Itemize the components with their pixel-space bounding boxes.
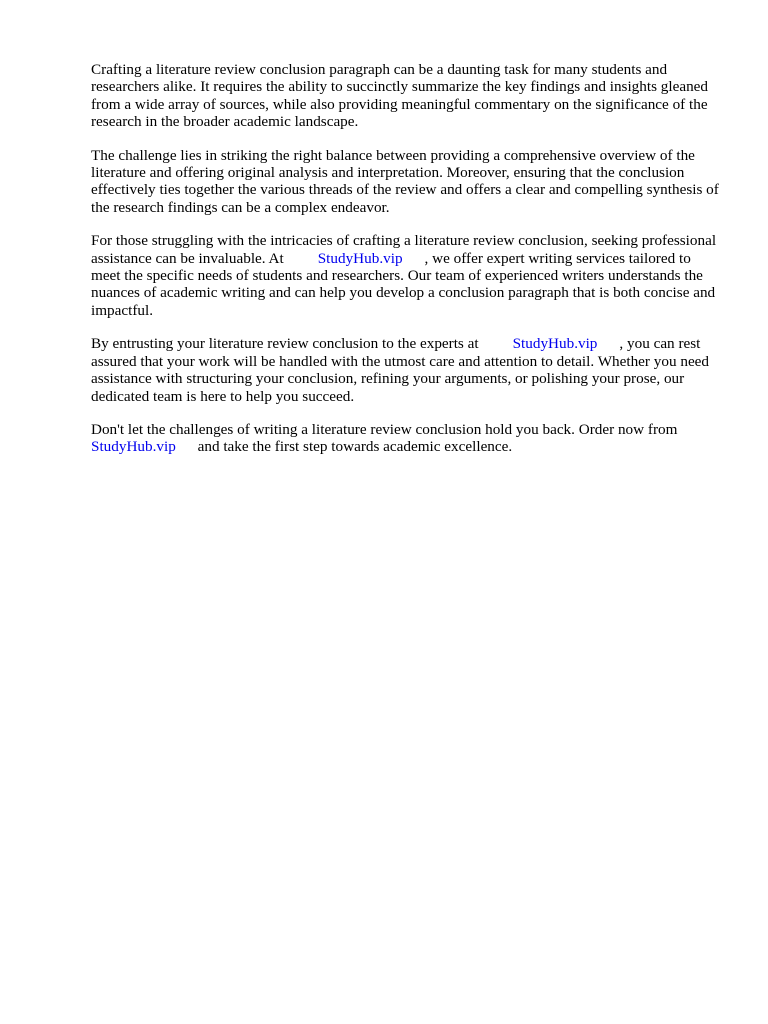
- document-body: [91, 61, 723, 472]
- paragraph-text-before: For those struggling with the intricacies of crafting a literature review conclusion, seeking professional assistance can be invaluable. At: [91, 232, 717, 267]
- paragraph-text: The challenge lies in striking the right balance between providing a comprehensive overview of the literature and offering original analysis and interpretation. Moreover, ensuring that the conclusion effectively ties together the various threads of the review and offers a clear and compelling synthesis of the research findings can be a complex endeavor.: [91, 146, 719, 216]
- paragraph-text-after: , you can rest assured that your work will be handled with the utmost care and attention to detail. Whether you need assistance with structuring your conclusion, refining your arguments, or polishing your prose, our dedicated team is here to help you succeed.: [91, 335, 710, 405]
- paragraph-text-before: Don't let the challenges of writing a literature review conclusion hold you back. Order now from: [91, 420, 678, 438]
- paragraph-text: Crafting a literature review conclusion paragraph can be a daunting task for many students and researchers alike. It requires the ability to succinctly summarize the key findings and insights gleaned from a wide array of sources, while also providing meaningful commentary on the significance of the research in the broader academic landscape.: [91, 61, 709, 131]
- paragraph-call-to-action: [91, 421, 723, 456]
- studyhub-link[interactable]: StudyHub.vip: [317, 249, 403, 267]
- paragraph-intro: [91, 61, 723, 131]
- paragraph-text-after: , we offer expert writing services tailored to meet the specific needs of students and researchers. Our team of experienced writers understands the nuances of academic writing and can help you develop a conclusion paragraph that is both concise and impactful.: [91, 249, 716, 319]
- paragraph-experts: [91, 335, 723, 405]
- studyhub-link[interactable]: StudyHub.vip: [91, 438, 176, 456]
- paragraph-challenge: [91, 147, 723, 217]
- paragraph-assistance: [91, 232, 723, 319]
- paragraph-text-after: and take the first step towards academic excellence.: [197, 438, 513, 456]
- studyhub-link[interactable]: StudyHub.vip: [512, 335, 598, 353]
- paragraph-text-before: By entrusting your literature review conclusion to the experts at: [91, 335, 479, 353]
